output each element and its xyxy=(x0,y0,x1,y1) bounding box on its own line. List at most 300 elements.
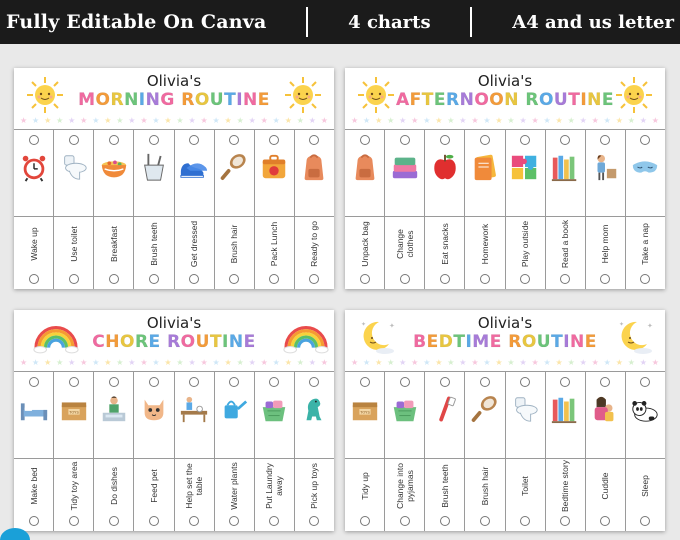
check-circle[interactable] xyxy=(29,135,39,145)
star-icon: ★ xyxy=(615,358,623,367)
task-column xyxy=(546,372,586,531)
title-letter: I xyxy=(138,90,146,110)
star-divider-row xyxy=(20,116,328,126)
title-letter: E xyxy=(148,332,161,352)
check-circle[interactable] xyxy=(400,135,410,145)
toothbrush-cup-icon xyxy=(138,150,170,184)
star-icon: ★ xyxy=(579,116,587,125)
check-circle[interactable] xyxy=(520,135,530,145)
check-circle[interactable] xyxy=(309,377,319,387)
task-label-wrap xyxy=(626,460,665,512)
check-circle[interactable] xyxy=(29,274,39,284)
check-circle[interactable] xyxy=(360,377,370,387)
star-icon: ★ xyxy=(152,358,160,367)
star-icon: ★ xyxy=(363,358,371,367)
task-column xyxy=(385,130,425,289)
child-name: Olivia's xyxy=(146,314,202,332)
check-circle[interactable] xyxy=(480,135,490,145)
star-icon: ★ xyxy=(627,358,635,367)
task-label: Ready to go xyxy=(309,221,320,267)
cereal-bowl-icon xyxy=(98,150,130,184)
star-icon: ★ xyxy=(435,116,443,125)
star-icon: ★ xyxy=(363,116,371,125)
task-column xyxy=(255,372,295,531)
star-icon: ★ xyxy=(483,358,491,367)
task-label: Water plants xyxy=(229,462,240,510)
folded-clothes-icon xyxy=(389,150,421,184)
title-letter: E xyxy=(489,332,502,352)
task-label-wrap xyxy=(255,460,294,512)
star-divider-row xyxy=(351,116,659,126)
task-column xyxy=(465,130,505,289)
star-icon: ★ xyxy=(423,116,431,125)
task-column xyxy=(14,130,54,289)
task-label-wrap xyxy=(345,460,384,512)
title-letter: R xyxy=(167,332,181,352)
check-circle[interactable] xyxy=(600,516,610,526)
check-circle[interactable] xyxy=(109,516,119,526)
title-letter: C xyxy=(92,332,106,352)
star-icon: ★ xyxy=(651,116,659,125)
star-icon: ★ xyxy=(471,358,479,367)
check-circle[interactable] xyxy=(189,516,199,526)
check-circle[interactable] xyxy=(400,377,410,387)
task-label: Change clothes xyxy=(394,229,415,259)
sleep-mask-icon xyxy=(629,150,661,184)
task-label-wrap xyxy=(626,218,665,270)
check-circle[interactable] xyxy=(109,274,119,284)
task-label-wrap xyxy=(586,460,625,512)
title-letter: A xyxy=(395,90,410,110)
task-column xyxy=(175,130,215,289)
star-icon: ★ xyxy=(567,358,575,367)
task-label: Brush hair xyxy=(229,224,240,264)
star-icon: ★ xyxy=(284,116,292,125)
column-divider xyxy=(586,458,625,459)
check-circle[interactable] xyxy=(600,377,610,387)
star-icon: ★ xyxy=(248,358,256,367)
star-icon: ★ xyxy=(284,358,292,367)
title-letter: R xyxy=(181,90,195,110)
star-icon: ★ xyxy=(128,116,136,125)
star-icon: ★ xyxy=(543,116,551,125)
star-icon: ★ xyxy=(56,358,64,367)
task-column xyxy=(586,130,626,289)
star-icon: ★ xyxy=(272,116,280,125)
check-circle[interactable] xyxy=(69,274,79,284)
check-circle[interactable] xyxy=(309,516,319,526)
task-label-wrap xyxy=(425,218,464,270)
title-letter: R xyxy=(134,332,149,352)
task-label: Sleep xyxy=(640,475,651,497)
check-circle[interactable] xyxy=(640,516,650,526)
hairbrush-icon xyxy=(218,150,250,184)
star-icon: ★ xyxy=(320,358,328,367)
task-label-wrap xyxy=(546,218,585,270)
chore-routine-card xyxy=(14,310,334,531)
column-divider xyxy=(586,216,625,217)
title-letter: U xyxy=(209,90,225,110)
task-column xyxy=(345,130,385,289)
check-circle[interactable] xyxy=(600,135,610,145)
column-divider xyxy=(255,458,294,459)
check-circle[interactable] xyxy=(269,377,279,387)
toy-box-icon xyxy=(349,392,381,426)
task-column xyxy=(295,372,334,531)
task-label: Help set the table xyxy=(184,463,205,509)
title-letter: O xyxy=(521,332,537,352)
check-circle[interactable] xyxy=(269,274,279,284)
star-icon: ★ xyxy=(236,116,244,125)
title-letter: N xyxy=(145,90,161,110)
notebook-icon xyxy=(469,150,501,184)
star-icon: ★ xyxy=(651,358,659,367)
task-label-wrap xyxy=(134,460,173,512)
child-name: Olivia's xyxy=(146,72,202,90)
star-icon: ★ xyxy=(308,116,316,125)
task-label: Homework xyxy=(479,223,490,265)
check-circle[interactable] xyxy=(149,135,159,145)
check-circle[interactable] xyxy=(480,377,490,387)
toilet-icon xyxy=(509,392,541,426)
svg-text:✦: ✦ xyxy=(389,322,395,330)
star-icon: ★ xyxy=(104,116,112,125)
check-circle[interactable] xyxy=(229,135,239,145)
column-divider xyxy=(94,216,133,217)
helping-child-icon xyxy=(589,150,621,184)
column-divider xyxy=(626,216,665,217)
star-icon: ★ xyxy=(603,116,611,125)
star-icon: ★ xyxy=(308,358,316,367)
check-circle[interactable] xyxy=(309,274,319,284)
task-label-wrap xyxy=(465,218,504,270)
column-divider xyxy=(215,458,254,459)
task-label-wrap xyxy=(14,460,53,512)
column-divider xyxy=(465,458,504,459)
title-letter: N xyxy=(587,90,602,110)
star-icon: ★ xyxy=(140,358,148,367)
sun-icon xyxy=(282,76,324,114)
check-circle[interactable] xyxy=(269,516,279,526)
check-circle[interactable] xyxy=(109,135,119,145)
check-circle[interactable] xyxy=(520,516,530,526)
star-icon: ★ xyxy=(531,358,539,367)
star-icon: ★ xyxy=(272,358,280,367)
check-circle[interactable] xyxy=(69,377,79,387)
task-label-wrap xyxy=(215,218,254,270)
task-label: Use toilet xyxy=(68,226,79,262)
task-column xyxy=(94,372,134,531)
check-circle[interactable] xyxy=(400,274,410,284)
task-label-wrap xyxy=(175,460,214,512)
star-icon: ★ xyxy=(399,116,407,125)
task-label-wrap xyxy=(54,218,93,270)
task-column xyxy=(295,130,334,289)
star-icon: ★ xyxy=(104,358,112,367)
books-icon xyxy=(549,392,581,426)
star-icon: ★ xyxy=(200,116,208,125)
title-letter: I xyxy=(236,90,244,110)
title-letter: R xyxy=(445,90,460,110)
title-letter: O xyxy=(180,332,196,352)
star-icon: ★ xyxy=(387,358,395,367)
backpack-icon xyxy=(349,150,381,184)
task-label-wrap xyxy=(255,218,294,270)
panda-icon xyxy=(629,392,661,426)
task-label-wrap xyxy=(295,218,334,270)
top-banner xyxy=(0,0,680,44)
title-letter: M xyxy=(472,332,490,352)
column-divider xyxy=(54,458,93,459)
task-label: Toilet xyxy=(520,476,531,496)
column-divider xyxy=(255,216,294,217)
task-column xyxy=(215,372,255,531)
title-letter: N xyxy=(570,332,585,352)
check-circle[interactable] xyxy=(360,135,370,145)
title-letter: E xyxy=(243,332,256,352)
star-icon: ★ xyxy=(459,358,467,367)
star-icon: ★ xyxy=(92,116,100,125)
title-letter: T xyxy=(551,332,564,352)
check-circle[interactable] xyxy=(360,274,370,284)
star-icon: ★ xyxy=(176,358,184,367)
check-circle[interactable] xyxy=(560,274,570,284)
task-label: Play outside xyxy=(520,220,531,268)
check-circle[interactable] xyxy=(520,377,530,387)
title-letter: O xyxy=(474,90,490,110)
check-circle[interactable] xyxy=(309,135,319,145)
star-icon: ★ xyxy=(579,358,587,367)
check-circle[interactable] xyxy=(29,516,39,526)
column-divider xyxy=(14,216,53,217)
banner-divider xyxy=(470,7,472,37)
task-label-wrap xyxy=(94,218,133,270)
title-letter: T xyxy=(453,332,466,352)
star-icon: ★ xyxy=(176,116,184,125)
check-circle[interactable] xyxy=(400,516,410,526)
rainbow-icon xyxy=(278,316,320,354)
svg-text:✦: ✦ xyxy=(619,321,625,328)
task-label-wrap xyxy=(425,460,464,512)
check-circle[interactable] xyxy=(189,135,199,145)
bed-icon xyxy=(18,392,50,426)
title-letter: U xyxy=(195,332,210,352)
star-icon: ★ xyxy=(423,358,431,367)
afternoon-routine-card xyxy=(345,68,665,289)
child-name: Olivia's xyxy=(477,314,533,332)
banner-editable-text: Fully Editable On Canva xyxy=(6,11,267,33)
star-icon: ★ xyxy=(615,116,623,125)
check-circle[interactable] xyxy=(560,135,570,145)
title-letter: T xyxy=(421,90,434,110)
morning-routine-card xyxy=(14,68,334,289)
task-label-wrap xyxy=(295,460,334,512)
star-divider-row xyxy=(20,358,328,368)
task-label: Pack Lunch xyxy=(269,221,280,267)
task-label: Brush teeth xyxy=(148,222,159,266)
title-letter: N xyxy=(124,90,139,110)
apple-icon xyxy=(429,150,461,184)
table-setting-icon xyxy=(178,392,210,426)
star-icon: ★ xyxy=(116,358,124,367)
task-label: Do dishes xyxy=(108,467,119,505)
task-column xyxy=(94,130,134,289)
star-icon: ★ xyxy=(236,358,244,367)
star-icon: ★ xyxy=(80,358,88,367)
task-columns xyxy=(345,129,665,289)
column-divider xyxy=(345,458,384,459)
check-circle[interactable] xyxy=(520,274,530,284)
star-icon: ★ xyxy=(495,116,503,125)
star-icon: ★ xyxy=(543,358,551,367)
star-icon: ★ xyxy=(351,116,359,125)
toilet-icon xyxy=(58,150,90,184)
task-column xyxy=(345,372,385,531)
star-icon: ★ xyxy=(224,116,232,125)
title-letter: E xyxy=(426,332,439,352)
lunchbox-icon xyxy=(258,150,290,184)
star-icon: ★ xyxy=(375,358,383,367)
task-label-wrap xyxy=(134,218,173,270)
task-label: Tidy toy area xyxy=(68,461,79,511)
column-divider xyxy=(175,216,214,217)
task-column xyxy=(14,372,54,531)
title-letter: D xyxy=(438,332,454,352)
check-circle[interactable] xyxy=(640,377,650,387)
title-letter: O xyxy=(489,90,505,110)
check-circle[interactable] xyxy=(600,274,610,284)
moon-icon xyxy=(613,318,655,356)
check-circle[interactable] xyxy=(560,516,570,526)
title-letter: I xyxy=(465,332,473,352)
check-circle[interactable] xyxy=(440,516,450,526)
task-column xyxy=(546,130,586,289)
title-letter: N xyxy=(504,90,519,110)
task-label: Get dressed xyxy=(189,220,200,268)
column-divider xyxy=(425,458,464,459)
star-icon: ★ xyxy=(471,116,479,125)
column-divider xyxy=(134,458,173,459)
check-circle[interactable] xyxy=(69,135,79,145)
task-label-wrap xyxy=(506,460,545,512)
star-icon: ★ xyxy=(591,116,599,125)
check-circle[interactable] xyxy=(69,516,79,526)
star-icon: ★ xyxy=(80,116,88,125)
column-divider xyxy=(215,216,254,217)
check-circle[interactable] xyxy=(29,377,39,387)
star-icon: ★ xyxy=(531,116,539,125)
star-icon: ★ xyxy=(447,116,455,125)
title-letter: F xyxy=(409,90,422,110)
star-icon: ★ xyxy=(200,358,208,367)
task-column xyxy=(425,130,465,289)
star-icon: ★ xyxy=(591,358,599,367)
column-divider xyxy=(295,458,334,459)
check-circle[interactable] xyxy=(440,377,450,387)
task-label-wrap xyxy=(385,460,424,512)
title-letter: T xyxy=(209,332,223,352)
task-label-wrap xyxy=(465,460,504,512)
task-label: Breakfast xyxy=(108,226,119,262)
check-circle[interactable] xyxy=(229,516,239,526)
title-letter: O xyxy=(194,90,210,110)
star-icon: ★ xyxy=(32,358,40,367)
task-column xyxy=(54,130,94,289)
task-label-wrap xyxy=(385,218,424,270)
check-circle[interactable] xyxy=(149,516,159,526)
task-columns xyxy=(345,371,665,531)
title-letter: O xyxy=(538,90,554,110)
check-circle[interactable] xyxy=(229,377,239,387)
check-circle[interactable] xyxy=(640,135,650,145)
check-circle[interactable] xyxy=(109,377,119,387)
star-icon: ★ xyxy=(519,358,527,367)
title-letter: R xyxy=(110,90,125,110)
task-label: Wake up xyxy=(28,227,39,261)
star-icon: ★ xyxy=(296,358,304,367)
star-icon: ★ xyxy=(20,358,28,367)
check-circle[interactable] xyxy=(149,377,159,387)
title-letter: N xyxy=(459,90,475,110)
check-circle[interactable] xyxy=(229,274,239,284)
star-icon: ★ xyxy=(248,116,256,125)
star-icon: ★ xyxy=(32,116,40,125)
task-columns xyxy=(14,371,334,531)
check-circle[interactable] xyxy=(480,516,490,526)
task-label: Unpack bag xyxy=(359,221,370,267)
task-label-wrap xyxy=(506,218,545,270)
task-column xyxy=(465,372,505,531)
task-column xyxy=(506,372,546,531)
star-icon: ★ xyxy=(495,358,503,367)
check-circle[interactable] xyxy=(189,274,199,284)
svg-text:✦: ✦ xyxy=(361,321,367,328)
check-circle[interactable] xyxy=(360,516,370,526)
svg-text:TOYS: TOYS xyxy=(68,410,79,415)
check-circle[interactable] xyxy=(189,377,199,387)
svg-text:TOYS: TOYS xyxy=(359,410,370,415)
check-circle[interactable] xyxy=(440,135,450,145)
star-icon: ★ xyxy=(411,116,419,125)
title-letter: M xyxy=(78,90,96,110)
shoes-icon xyxy=(178,150,210,184)
task-label: Take a nap xyxy=(640,223,651,265)
task-column xyxy=(425,372,465,531)
star-icon: ★ xyxy=(44,358,52,367)
title-letter: N xyxy=(228,332,244,352)
star-icon: ★ xyxy=(152,116,160,125)
check-circle[interactable] xyxy=(269,135,279,145)
check-circle[interactable] xyxy=(440,274,450,284)
column-divider xyxy=(54,216,93,217)
title-letter: O xyxy=(119,332,135,352)
hug-icon xyxy=(589,392,621,426)
check-circle[interactable] xyxy=(640,274,650,284)
check-circle[interactable] xyxy=(480,274,490,284)
star-icon: ★ xyxy=(447,358,455,367)
title-letter: B xyxy=(413,332,427,352)
check-circle[interactable] xyxy=(149,274,159,284)
column-divider xyxy=(546,216,585,217)
star-icon: ★ xyxy=(260,116,268,125)
star-icon: ★ xyxy=(351,358,359,367)
star-divider-row xyxy=(351,358,659,368)
check-circle[interactable] xyxy=(560,377,570,387)
star-icon: ★ xyxy=(603,358,611,367)
task-label-wrap xyxy=(546,460,585,512)
task-columns xyxy=(14,129,334,289)
star-icon: ★ xyxy=(555,358,563,367)
